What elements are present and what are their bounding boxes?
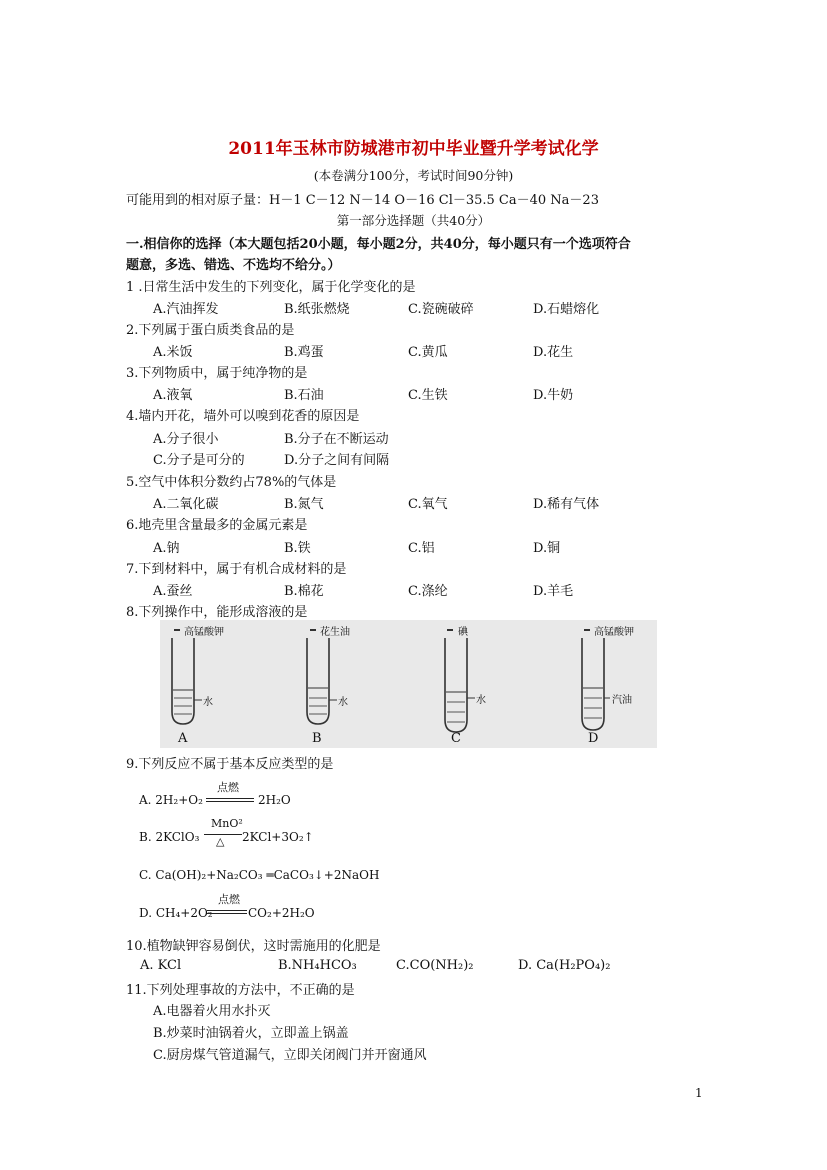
instruction-line-2: 题意，多选、错选、不选均不给分。） <box>126 258 341 273</box>
question-10-option-b: B.NH₄HCO₃ <box>278 958 357 973</box>
question-6-option-a: A.钠 <box>153 541 180 556</box>
question-3-option-d: D.牛奶 <box>533 388 574 403</box>
question-4-option-d: D.分子之间有间隔 <box>284 453 390 468</box>
question-1-stem: 1 .日常生活中发生的下列变化，属于化学变化的是 <box>126 280 416 295</box>
question-5-option-b: B.氮气 <box>284 497 324 512</box>
section-heading: 第一部分选择题（共40分） <box>336 213 491 228</box>
test-tube-b-drawing <box>307 630 337 724</box>
question-2-option-c: C.黄瓜 <box>408 345 448 360</box>
question-10-option-d: D. Ca(H₂PO₄)₂ <box>518 958 611 973</box>
test-tube-c-drawing <box>445 630 475 732</box>
question-9-option-d-rhs: CO₂+2H₂O <box>248 906 315 920</box>
exam-title: 2011年玉林市防城港市初中毕业暨升学考试化学 <box>228 139 599 159</box>
question-7-option-b: B.棉花 <box>284 584 324 599</box>
question-2-option-d: D.花生 <box>533 345 574 360</box>
test-tube-d-drawing <box>582 630 610 730</box>
question-9-option-d-lhs: D. CH₄+2O₂ <box>139 906 213 920</box>
question-8-stem: 8.下列操作中，能形成溶液的是 <box>126 605 308 620</box>
question-4-stem: 4.墙内开花，墙外可以嗅到花香的原因是 <box>126 409 360 424</box>
question-1-option-d: D.石蜡熔化 <box>533 302 600 317</box>
question-10-stem: 10.植物缺钾容易倒伏，这时需施用的化肥是 <box>126 939 381 954</box>
question-5-option-d: D.稀有气体 <box>533 497 600 512</box>
tube-d-letter: D <box>588 731 599 746</box>
question-7-stem: 7.下到材料中，属于有机合成材料的是 <box>126 562 347 577</box>
question-4-option-b: B.分子在不断运动 <box>284 432 389 447</box>
question-11-option-a: A.电器着火用水扑灭 <box>153 1004 271 1019</box>
question-3-option-b: B.石油 <box>284 388 324 403</box>
question-1-option-b: B.纸张燃烧 <box>284 302 350 317</box>
question-4-option-a: A.分子很小 <box>153 432 219 447</box>
equation-a-double-line-top <box>206 798 254 799</box>
tube-b-side-label: 水 <box>338 697 348 708</box>
exam-subtitle: (本卷满分100分，考试时间90分钟) <box>313 168 514 183</box>
question-3-option-c: C.生铁 <box>408 388 448 403</box>
tube-a-top-label: 高锰酸钾 <box>184 627 224 638</box>
tube-d-side-label: 汽油 <box>612 695 632 706</box>
question-3-option-a: A.液氧 <box>153 388 193 403</box>
tube-b-letter: B <box>312 731 322 746</box>
question-5-option-a: A.二氧化碳 <box>153 497 219 512</box>
question-1-option-c: C.瓷碗破碎 <box>408 302 474 317</box>
question-7-option-a: A.蚕丝 <box>153 584 193 599</box>
question-9-stem: 9.下列反应不属于基本反应类型的是 <box>126 757 334 772</box>
question-3-stem: 3.下列物质中，属于纯净物的是 <box>126 366 308 381</box>
equation-d-double-line-bottom <box>207 913 247 914</box>
question-4-option-c: C.分子是可分的 <box>153 453 245 468</box>
equation-d-double-line-top <box>207 910 247 911</box>
tube-b-top-label: 花生油 <box>320 627 350 638</box>
question-9-option-b-catalyst: MnO² <box>211 817 243 830</box>
tube-c-top-label: 碘 <box>458 627 468 638</box>
question-6-option-c: C.铝 <box>408 541 435 556</box>
question-6-option-d: D.铜 <box>533 541 561 556</box>
question-2-option-a: A.米饭 <box>153 345 193 360</box>
tube-a-side-label: 水 <box>203 697 213 708</box>
question-9-option-a-rhs: 2H₂O <box>258 793 291 807</box>
question-5-stem: 5.空气中体积分数约占78%的气体是 <box>126 475 337 490</box>
question-1-option-a: A.汽油挥发 <box>153 302 219 317</box>
equation-a-double-line-bottom <box>206 801 254 802</box>
question-5-option-c: C.氧气 <box>408 497 448 512</box>
instruction-line-1: 一.相信你的选择（本大题包括20小题，每小题2分，共40分，每小题只有一个选项符合 <box>126 237 631 252</box>
tube-d-top-label: 高锰酸钾 <box>594 627 634 638</box>
question-9-option-b-heat: △ <box>216 835 225 848</box>
question-7-option-c: C.涤纶 <box>408 584 448 599</box>
question-9-option-c: C. Ca(OH)₂+Na₂CO₃ ═CaCO₃↓+2NaOH <box>139 868 380 882</box>
test-tubes-figure <box>160 620 657 748</box>
question-2-option-b: B.鸡蛋 <box>284 345 324 360</box>
tube-a-letter: A <box>178 731 188 746</box>
question-11-stem: 11.下列处理事故的方法中，不正确的是 <box>126 983 355 998</box>
question-9-option-b-lhs: B. 2KClO₃ <box>139 830 200 844</box>
question-7-option-d: D.羊毛 <box>533 584 574 599</box>
question-11-option-c: C.厨房煤气管道漏气，立即关闭阀门并开窗通风 <box>153 1048 427 1063</box>
question-6-stem: 6.地壳里含量最多的金属元素是 <box>126 518 308 533</box>
question-11-option-b: B.炒菜时油锅着火，立即盖上锅盖 <box>153 1026 349 1041</box>
question-9-option-d-condition: 点燃 <box>218 893 240 906</box>
tube-c-letter: C <box>451 731 461 746</box>
test-tube-a-drawing <box>172 630 202 724</box>
atomic-masses: 可能用到的相对原子量：H－1 C－12 N－14 O－16 Cl－35.5 Ca－40 Na－23 <box>126 193 599 208</box>
question-9-option-a-condition: 点燃 <box>217 781 239 794</box>
question-9-option-b-rhs: 2KCl+3O₂↑ <box>242 830 314 844</box>
question-2-stem: 2.下列属于蛋白质类食品的是 <box>126 323 295 338</box>
tube-c-side-label: 水 <box>476 695 486 706</box>
question-6-option-b: B.铁 <box>284 541 311 556</box>
question-10-option-a: A. KCl <box>140 958 182 973</box>
question-10-option-c: C.CO(NH₂)₂ <box>396 958 474 973</box>
page-number: 1 <box>695 1086 703 1100</box>
question-9-option-a-lhs: A. 2H₂+O₂ <box>139 793 203 807</box>
